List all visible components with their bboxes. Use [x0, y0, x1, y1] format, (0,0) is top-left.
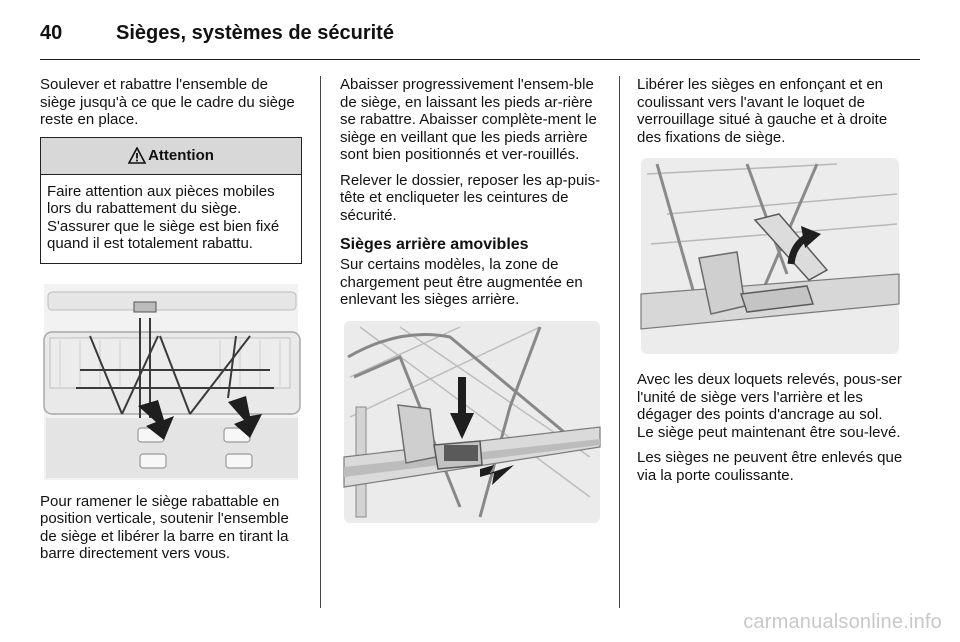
attention-text: Faire attention aux pièces mobiles lors du rabattement du siège. S'assurer que le siège est bien fixé quand il est totalement rabattu. — [47, 182, 280, 252]
header-rule — [40, 59, 920, 60]
return-seat-paragraph: Pour ramener le siège rabattable en position verticale, soutenir l'ensemble de siège et libérer la barre en tirant la barre directement vers vous. — [40, 492, 289, 562]
latch-release-illustration — [637, 154, 903, 359]
watermark: carmanualsonline.info — [743, 611, 942, 633]
seat-anchor-illustration — [340, 317, 604, 527]
push-seat-paragraph: Avec les deux loquets relevés, pous-ser l'unité de siège vers l'arrière et les dégager des points d'ancrage au sol. Le siège peut maintenant être sou-levé. — [637, 371, 902, 441]
sliding-door-paragraph: Les sièges ne peuvent être enlevés que via la porte coulissante. — [637, 449, 903, 484]
column-2 — [340, 76, 604, 527]
page-header — [40, 16, 920, 62]
column-divider — [619, 76, 620, 608]
attention-header — [41, 138, 301, 175]
raise-backrest-paragraph: Relever le dossier, reposer les ap-puis-tête et encliqueter les ceintures de sécurité. — [340, 171, 601, 224]
warning-triangle-icon — [128, 147, 146, 164]
attention-box — [40, 137, 302, 264]
removable-seats-paragraph: Sur certains modèles, la zone de chargement peut être augmentée en enlevant les sièges arrière. — [340, 256, 583, 308]
column-1 — [40, 76, 302, 571]
removable-seats-heading: Sièges arrière amovibles — [340, 236, 529, 253]
release-seat-paragraph: Libérer les sièges en enfonçant et en coulissant vers l'avant le loquet de verrouillage situé à gauche et à droite des fixations de siège. — [637, 76, 888, 146]
column-3 — [637, 76, 903, 492]
attention-title: Attention — [148, 146, 214, 164]
column-divider — [320, 76, 321, 608]
lower-seat-paragraph: Abaisser progressivement l'ensem-ble de siège, en laissant les pieds ar-rière se rabattre. Abaisser complète-ment le siège en veillant que les pieds arrière sont bien positionnés et ver-rouillés. — [340, 76, 597, 163]
seat-folding-illustration — [40, 278, 302, 483]
section-title: Sièges, systèmes de sécurité — [116, 22, 394, 44]
page-number: 40 — [40, 22, 63, 44]
intro-paragraph: Soulever et rabattre l'ensemble de siège jusqu'à ce que le cadre du siège reste en place. — [40, 76, 295, 128]
